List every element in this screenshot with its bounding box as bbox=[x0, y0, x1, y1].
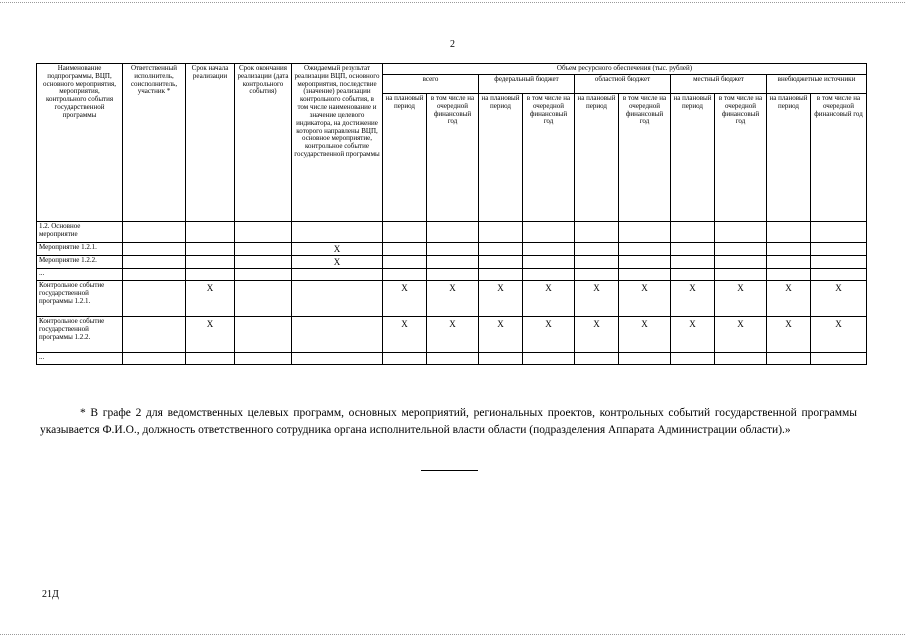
table-row bbox=[37, 256, 867, 269]
cross-mark: X bbox=[479, 317, 523, 353]
cross-mark: X bbox=[523, 281, 575, 317]
scan-edge-top bbox=[0, 2, 905, 3]
header-group-regional: областной бюджет bbox=[575, 75, 671, 94]
header-group-total: всего bbox=[383, 75, 479, 94]
cross-mark: X bbox=[479, 281, 523, 317]
header-planned-period: на плановый период bbox=[479, 94, 523, 222]
header-current-year: в том числе на очередной финансовый год bbox=[427, 94, 479, 222]
cross-mark: X bbox=[383, 317, 427, 353]
cross-mark: X bbox=[767, 317, 811, 353]
cross-mark: X bbox=[383, 281, 427, 317]
header-responsible: Ответственный исполнитель, соисполнитель, участник * bbox=[123, 64, 186, 222]
cross-mark: X bbox=[671, 317, 715, 353]
header-group-federal: федеральный бюджет bbox=[479, 75, 575, 94]
cross-mark: X bbox=[427, 281, 479, 317]
cross-mark: X bbox=[767, 281, 811, 317]
header-planned-period: на плановый период bbox=[671, 94, 715, 222]
cross-mark: X bbox=[619, 281, 671, 317]
cross-mark: X bbox=[427, 317, 479, 353]
scan-edge-bottom bbox=[0, 634, 905, 635]
cross-mark: X bbox=[292, 243, 383, 256]
cross-mark: X bbox=[671, 281, 715, 317]
cross-mark: X bbox=[575, 281, 619, 317]
header-current-year: в том числе на очередной финансовый год bbox=[523, 94, 575, 222]
header-group-local: местный бюджет bbox=[671, 75, 767, 94]
table-row bbox=[37, 243, 867, 256]
table-row bbox=[37, 353, 867, 365]
row-name: ... bbox=[37, 269, 123, 281]
page-number: 2 bbox=[450, 39, 455, 50]
cross-mark: X bbox=[715, 317, 767, 353]
header-name: Наименование подпрограммы, ВЦП, основного мероприятия, мероприятия, контрольного события государственной программы bbox=[37, 64, 123, 222]
header-current-year: в том числе на очередной финансовый год bbox=[715, 94, 767, 222]
row-name: Контрольное событие государственной программы 1.2.2. bbox=[37, 317, 123, 353]
row-name: Контрольное событие государственной программы 1.2.1. bbox=[37, 281, 123, 317]
cross-mark: X bbox=[292, 256, 383, 269]
table-row bbox=[37, 222, 867, 243]
document-code: 21Д bbox=[42, 589, 59, 600]
cross-mark: X bbox=[186, 281, 235, 317]
cross-mark: X bbox=[186, 317, 235, 353]
header-planned-period: на плановый период bbox=[575, 94, 619, 222]
header-resources: Объем ресурсного обеспечения (тыс. рублей) bbox=[383, 64, 867, 75]
cross-mark: X bbox=[811, 281, 867, 317]
header-planned-period: на плановый период bbox=[767, 94, 811, 222]
table-row bbox=[37, 317, 867, 353]
row-name: Мероприятие 1.2.1. bbox=[37, 243, 123, 256]
row-name: Мероприятие 1.2.2. bbox=[37, 256, 123, 269]
row-name: ... bbox=[37, 353, 123, 365]
header-group-extrabudget: внебюджетные источники bbox=[767, 75, 867, 94]
cross-mark: X bbox=[811, 317, 867, 353]
end-rule bbox=[421, 470, 478, 471]
table-row bbox=[37, 269, 867, 281]
cross-mark: X bbox=[575, 317, 619, 353]
cross-mark: X bbox=[523, 317, 575, 353]
header-start: Срок начала реализации bbox=[186, 64, 235, 222]
header-planned-period: на плановый период bbox=[383, 94, 427, 222]
resource-table bbox=[36, 63, 867, 365]
cross-mark: X bbox=[619, 317, 671, 353]
cross-mark: X bbox=[715, 281, 767, 317]
header-result: Ожидаемый результат реализации ВЦП, основного мероприятия, последствие (значение) реализации контрольного события, в том числе наименование и значение целевого индикатора, на достижение которого направлены ВЦП, основное мероприятие, контрольное событие государственной программы bbox=[292, 64, 383, 222]
table-row bbox=[37, 281, 867, 317]
footnote bbox=[40, 405, 857, 439]
footnote-text: * В графе 2 для ведомственных целевых программ, основных мероприятий, региональных проектов, контрольных событий государственной программы указывается Ф.И.О., должность ответственного сотрудника органа исполнительной власти области (подразделения Аппарата Администрации области).» bbox=[40, 407, 857, 436]
header-current-year: в том числе на очередной финансовый год bbox=[619, 94, 671, 222]
header-current-year: в том числе на очередной финансовый год bbox=[811, 94, 867, 222]
row-name: 1.2. Основное мероприятие bbox=[37, 222, 123, 243]
header-end: Срок окончания реализации (дата контрольного события) bbox=[235, 64, 292, 222]
